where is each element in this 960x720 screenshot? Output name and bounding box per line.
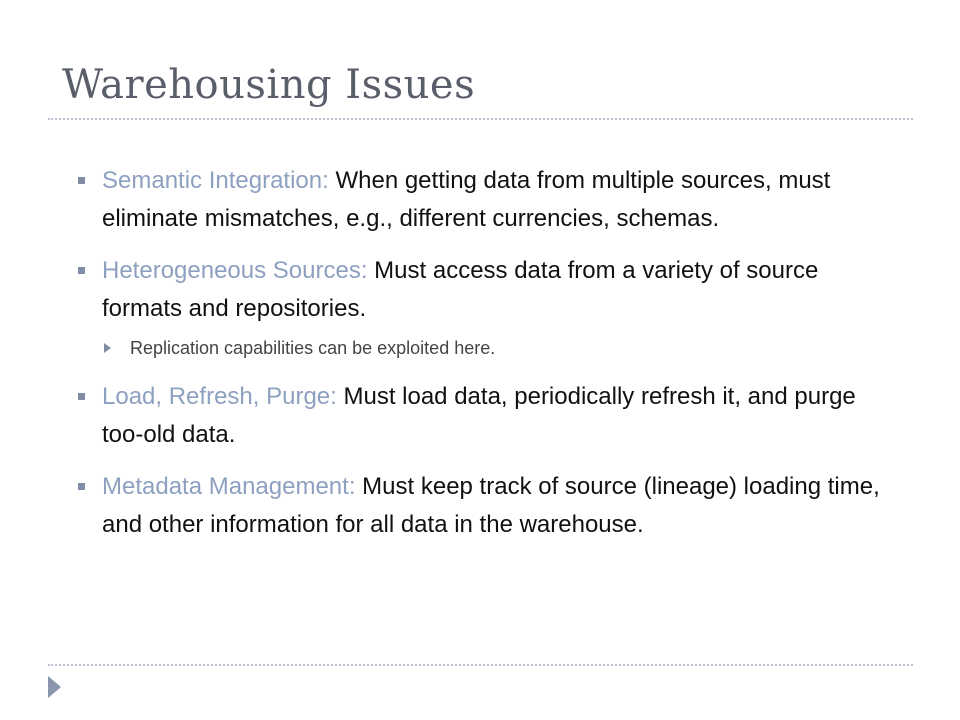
bullet-term: Metadata Management: [102, 473, 356, 500]
square-bullet-icon [78, 483, 85, 490]
slide-content [78, 162, 900, 558]
bullet-text: When getting data from multiple sources, must eliminate mismatches, e.g., different currencies, schemas. [102, 167, 831, 232]
triangle-bullet-icon [104, 343, 111, 353]
sub-bullet-text: Replication capabilities can be exploited here. [130, 338, 496, 358]
bullet-term: Load, Refresh, Purge: [102, 383, 337, 410]
bullet-text: Must access data from a variety of source formats and repositories. [102, 257, 819, 322]
bullet-metadata-management [78, 468, 900, 544]
square-bullet-icon [78, 393, 85, 400]
bottom-divider [48, 664, 913, 666]
square-bullet-icon [78, 267, 85, 274]
bullet-heterogeneous-sources [78, 252, 900, 328]
bullet-term: Semantic Integration: [102, 167, 329, 194]
bullet-text: Must load data, periodically refresh it, and purge too-old data. [102, 383, 856, 448]
top-divider [48, 118, 913, 120]
bullet-term: Heterogeneous Sources: [102, 257, 368, 284]
bullet-text: Must keep track of source (lineage) loading time, and other information for all data in the warehouse. [102, 473, 880, 538]
bullet-load-refresh-purge [78, 378, 900, 454]
bullet-semantic-integration [78, 162, 900, 238]
sub-bullet-replication [78, 334, 900, 362]
triangle-nav-icon [48, 676, 61, 698]
square-bullet-icon [78, 177, 85, 184]
slide-title: Warehousing Issues [62, 62, 476, 108]
